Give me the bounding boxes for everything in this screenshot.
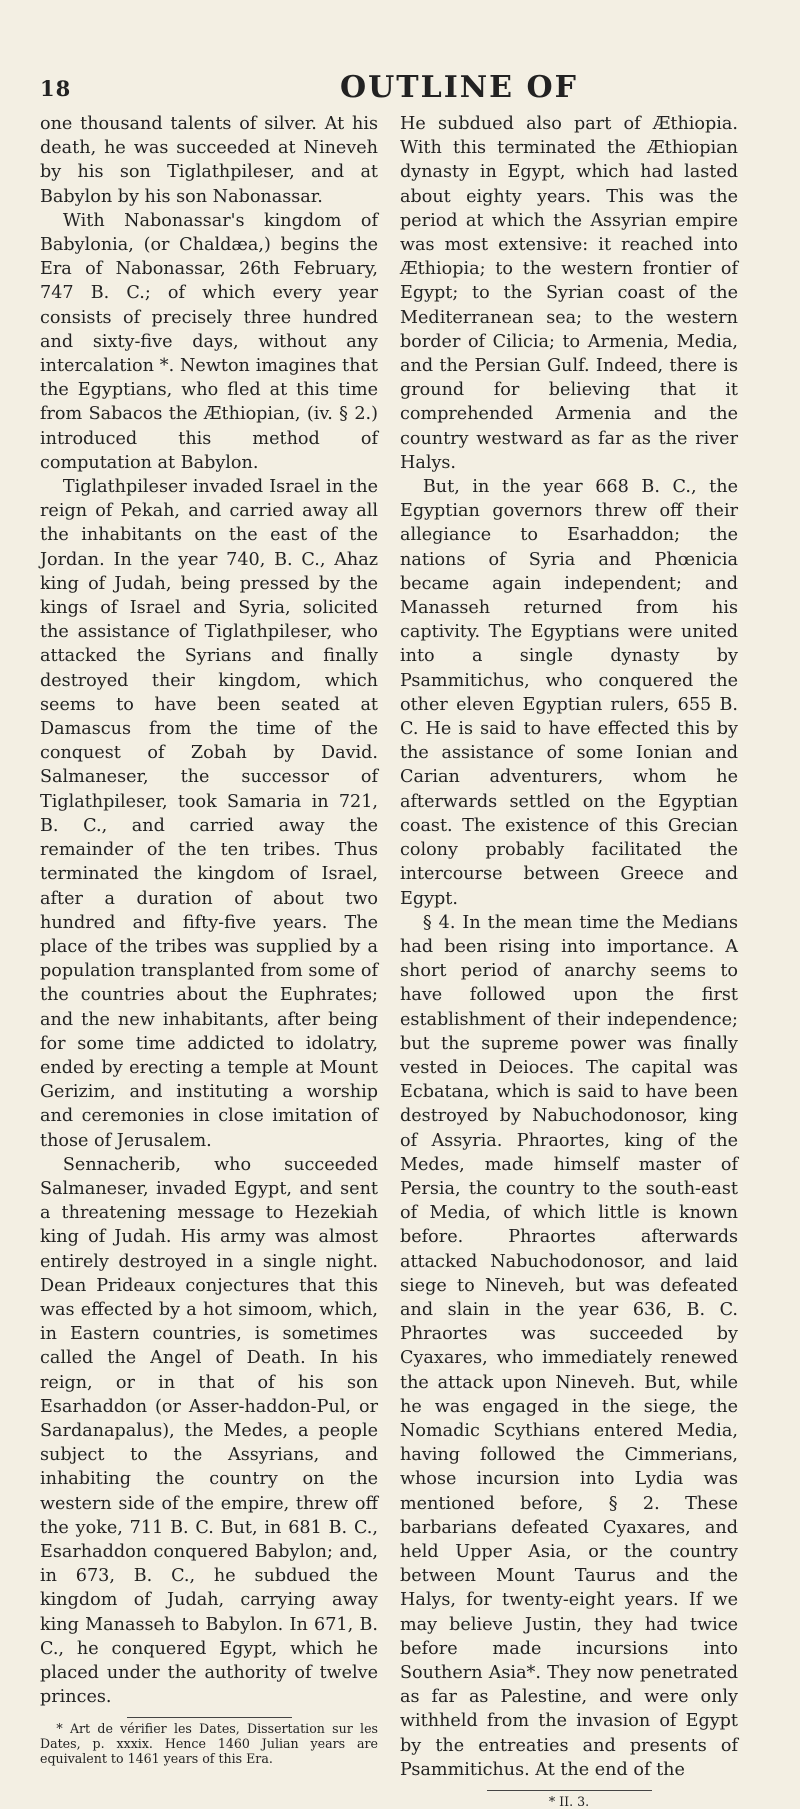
paragraph: Tiglathpileser invaded Israel in the reign of Pekah, and carried away all the inhabitants on the east of the Jordan. In the year 740, B. C., Ahaz king of Judah, being pressed by the kings of Israel and Syria, solicited the assistance of Tiglathpileser, who attacked the Syrians and finally destroyed their kingdom, which seems to have been seated at Damascus from the time of the conquest of Zobah by David. Salmaneser, the successor of Tiglathpileser, took Samaria in 721, B. C., and carried away the remainder of the ten tribes. Thus terminated the kingdom of Israel, after a duration of about two hundred and fifty-five years. The place of the tribes was supplied by a population transplanted from some of the countries about the Euphrates; and the new inhabitants, after being for some time addicted to idolatry, ended by erecting a temple at Mount Gerizim, and instituting a worship and ceremonies in close imitation of those of Jerusalem. bbox=[40, 477, 378, 1151]
running-title: OUTLINE OF bbox=[340, 70, 578, 105]
paragraph: He subdued also part of Æthiopia. With this terminated the Æthiopian dynasty in Egypt, which had lasted about eighty years. This was the period at which the Assyrian empire was most extensive: it reached into Æthiopia; to the western frontier of Egypt; to the Syrian coast of the Mediterranean sea; to the western border of Cilicia; to Armenia, Media, and the Persian Gulf. Indeed, there is ground for believing that it comprehended Armenia and the country westward as far as the river Halys. bbox=[400, 114, 738, 473]
footnote-rule bbox=[127, 1717, 292, 1718]
footnote: * II. 3. bbox=[548, 1794, 590, 1809]
footnote: * Art de vérifier les Dates, Dissertation sur les Dates, p. xxxix. Hence 1460 Julian years are equivalent to 1461 years of this Era. bbox=[40, 1721, 378, 1767]
paragraph: But, in the year 668 B. C., the Egyptian governors threw off their allegiance to Esarhaddon; the nations of Syria and Phœnicia became again independent; and Manasseh returned from his captivity. The Egyptians were united into a single dynasty by Psammitichus, who conquered the other eleven Egyptian rulers, 655 B. C. He is said to have effected this by the assistance of some Ionian and Carian adventurers, whom he afterwards settled on the Egyptian coast. The existence of this Grecian colony probably facilitated the intercourse between Greece and Egypt. bbox=[400, 477, 738, 909]
running-head bbox=[40, 70, 740, 110]
left-column bbox=[40, 112, 378, 1766]
paragraph: § 4. In the mean time the Medians had been rising into importance. A short period of anarchy seems to have followed upon the first establishment of their independence; but the supreme power was finally vested in Deioces. The capital was Ecbatana, which is said to have been destroyed by Nabuchodonosor, king of Assyria. Phraortes, king of the Medes, made himself master of Persia, the country to the south-east of Media, of which little is known before. Phraortes afterwards attacked Nabuchodonosor, and laid siege to Nineveh, but was defeated and slain in the year 636, B. C. Phraortes was succeeded by Cyaxares, who immediately renewed the attack upon Nineveh. But, while he was engaged in the siege, the Nomadic Scythians entered Media, having followed the Cimmerians, whose incursion into Lydia was mentioned before, § 2. These barbarians defeated Cyaxares, and held Upper Asia, or the country between Mount Taurus and the Halys, for twenty-eight years. If we may believe Justin, they had twice before made incursions into Southern Asia*. They now penetrated as far as Palestine, and were only withheld from the invasion of Egypt by the entreaties and presents of Psammitichus. At the end of the bbox=[400, 912, 738, 1780]
footnote-area bbox=[40, 1717, 378, 1766]
page-number: 18 bbox=[40, 76, 72, 101]
paragraph: one thousand talents of silver. At his death, he was succeeded at Nineveh by his son Tiglathpileser, and at Babylon by his son Nabonassar. bbox=[40, 114, 378, 207]
footnote-area bbox=[400, 1790, 738, 1809]
footnote-rule bbox=[487, 1790, 652, 1791]
paragraph: With Nabonassar's kingdom of Babylonia, (or Chaldæa,) begins the Era of Nabonassar, 26th February, 747 B. C.; of which every year consists of precisely three hundred and sixty-five days, without any intercalation *. Newton imagines that the Egyptians, who fled at this time from Sabacos the Æthiopian, (iv. § 2.) introduced this method of computation at Babylon. bbox=[40, 210, 378, 473]
paragraph: Sennacherib, who succeeded Salmaneser, invaded Egypt, and sent a threatening message to Hezekiah king of Judah. His army was almost entirely destroyed in a single night. Dean Prideaux conjectures that this was effected by a hot simoom, which, in Eastern countries, is sometimes called the Angel of Death. In his reign, or in that of his son Esarhaddon (or Asser-haddon-Pul, or Sardanapalus), the Medes, a people subject to the Assyrians, and inhabiting the country on the western side of the empire, threw off the yoke, 711 B. C. But, in 681 B. C., Esarhaddon conquered Babylon; and, in 673, B. C., he subdued the kingdom of Judah, carrying away king Manasseh to Babylon. In 671, B. C., he conquered Egypt, which he placed under the authority of twelve princes. bbox=[40, 1154, 378, 1708]
right-column bbox=[400, 112, 738, 1809]
